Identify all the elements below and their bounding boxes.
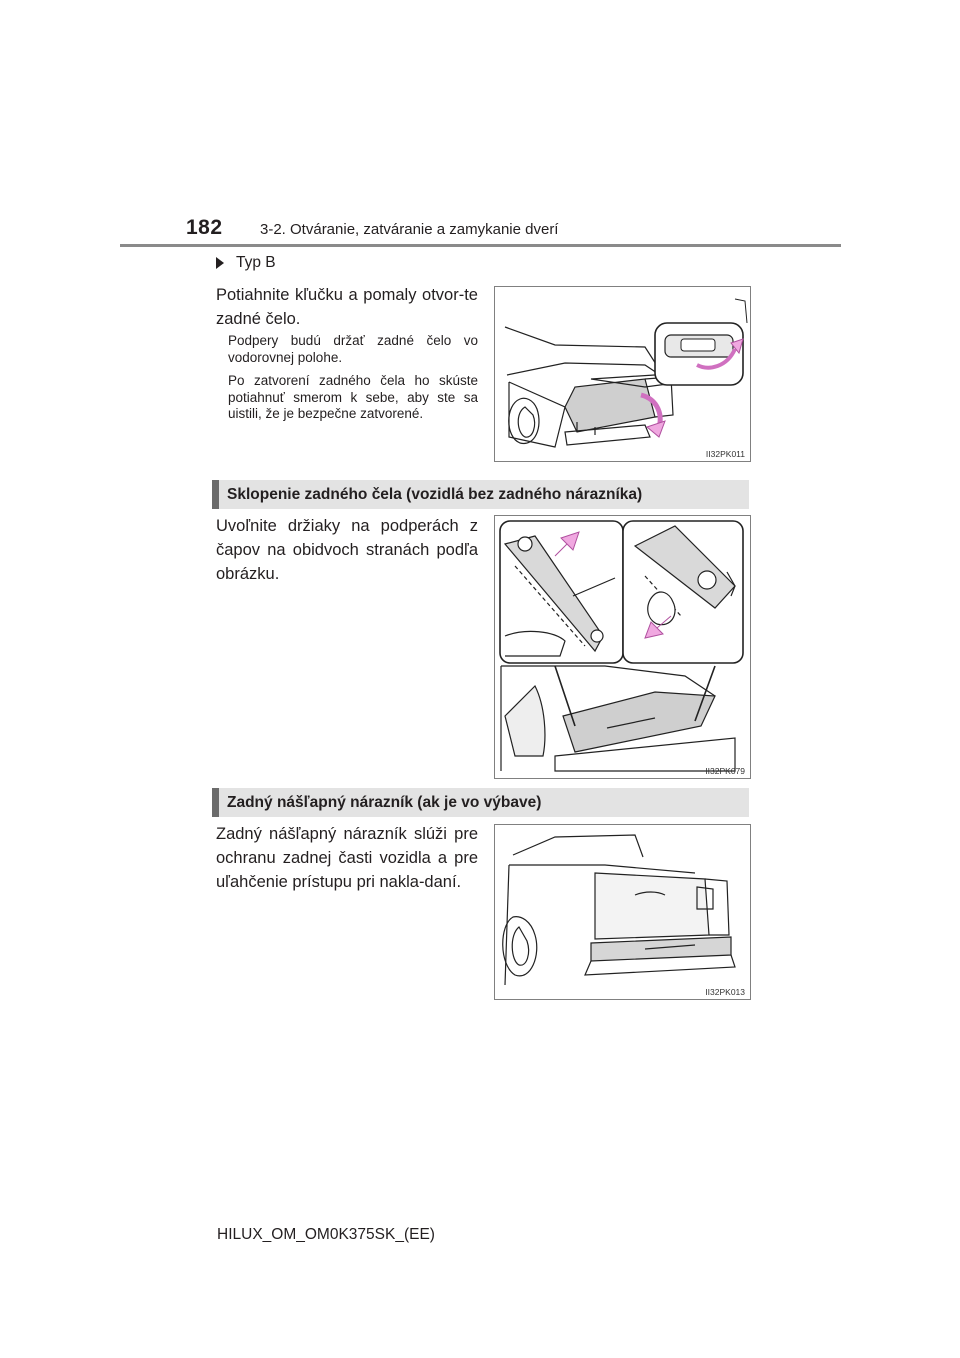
figure-support-release [494,515,751,779]
figure-code: II32PK011 [705,449,745,459]
section-1-text: Uvoľnite držiaky na podperách z čapov na obidvoch stranách podľa obrázku. [216,517,478,583]
type-b-instruction: Potiahnite kľučku a pomaly otvor-te zadné čelo. [216,286,478,328]
header-divider [120,244,841,247]
section-title-step-bumper: Zadný nášľapný nárazník (ak je vo výbave) [212,788,749,817]
support-release-illustration [495,516,750,778]
tailgate-open-illustration [495,287,750,461]
section-header: 3-2. Otváranie, zatváranie a zamykanie dverí [260,221,559,238]
figure-tailgate-open [494,286,751,462]
step-bumper-illustration [495,825,750,999]
figure-step-bumper [494,824,751,1000]
type-label [216,254,276,272]
type-label-text: Typ B [236,254,276,271]
type-b-note-1: Podpery budú držať zadné čelo vo vodorovnej polohe. [228,333,478,365]
figure-code: II32PK079 [705,766,745,776]
figure-code: II32PK013 [705,987,745,997]
triangle-bullet-icon [216,257,224,269]
section-2-text: Zadný nášľapný nárazník slúži pre ochranu zadnej časti vozidla a pre uľahčenie prístupu pri nakla-daní. [216,825,478,891]
section-title-tailgate-lowering: Sklopenie zadného čela (vozidlá bez zadného nárazníka) [212,480,749,509]
document-code: HILUX_OM_OM0K375SK_(EE) [217,1226,435,1243]
type-b-note-2: Po zatvorení zadného čela ho skúste potiahnuť smerom k sebe, aby ste sa uistili, že je bezpečne zatvorené. [228,373,478,421]
page-number: 182 [186,216,223,239]
